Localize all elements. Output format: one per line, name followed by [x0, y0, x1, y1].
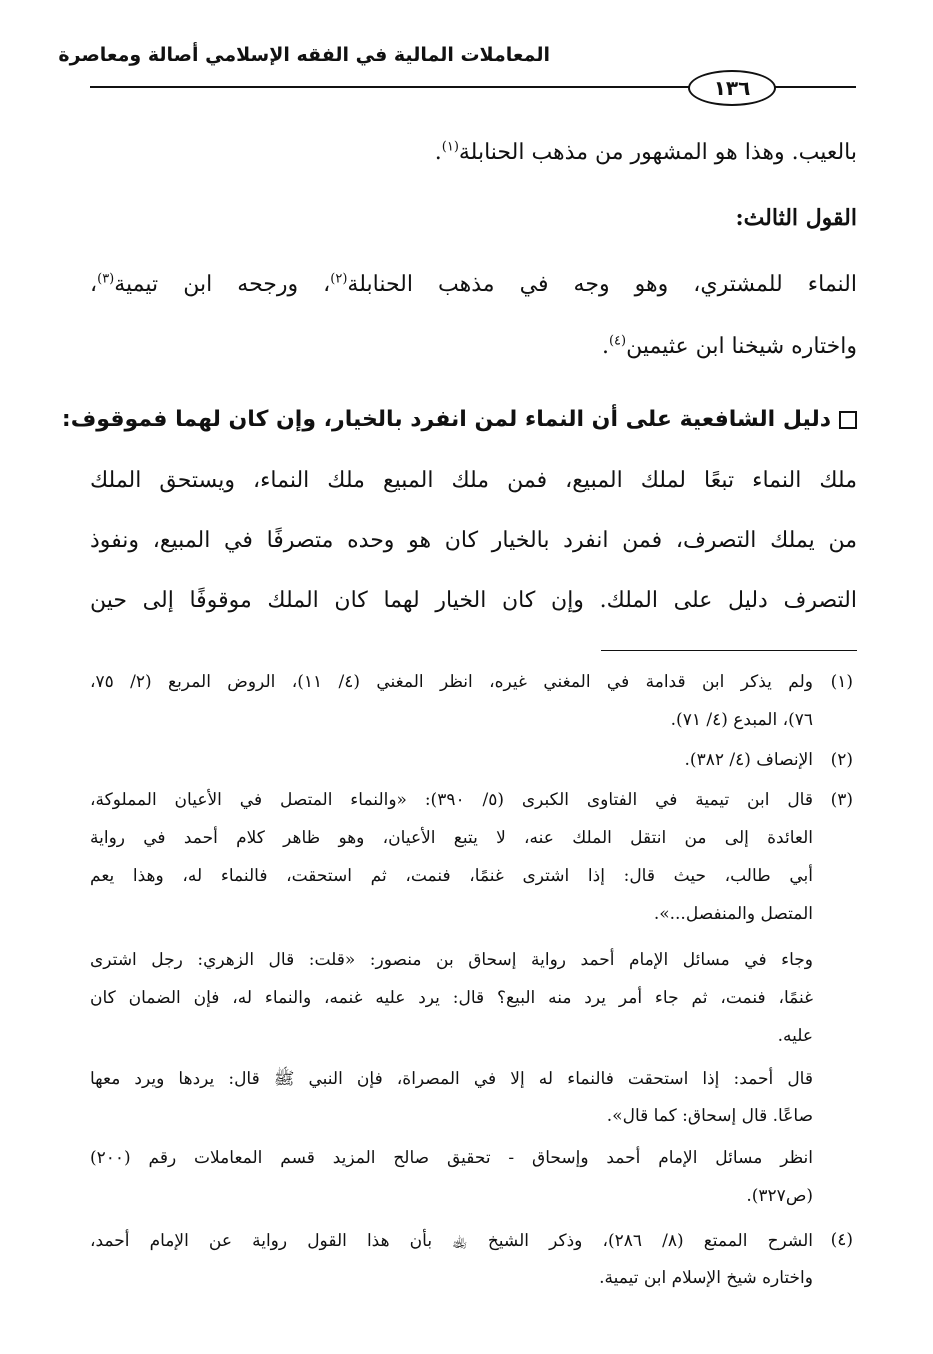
footnote-1-line-2: ٧٦)، المبدع (٤/ ٧١).	[670, 710, 813, 730]
footnote-3-line-4: المتصل والمنفصل...».	[653, 904, 813, 924]
footnote-3-line-6: غنمًا، فنمت، ثم جاء أمر يرد منه البيع؟ قال: يرد عليه غنمه، والنماء له، فإن الضمان كان	[90, 988, 813, 1008]
body-line-2	[90, 272, 857, 297]
footnote-ref-2: (٢)	[330, 271, 348, 287]
footnote-ref-1: (١)	[441, 139, 459, 155]
body-line-3	[602, 334, 857, 359]
footnote-number-2: (٢)	[830, 750, 853, 770]
footnote-3-line-10: انظر مسائل الإمام أحمد وإسحاق - تحقيق صالح المزيد قسم المعاملات رقم (٢٠٠)	[90, 1148, 813, 1168]
section-heading-third-opinion: القول الثالث:	[735, 205, 857, 231]
body-text: .	[601, 334, 609, 359]
section-heading-shafii-evidence	[62, 407, 857, 432]
running-header-title: المعاملات المالية في الفقه الإسلامي أصالة ومعاصرة	[58, 44, 550, 66]
footnote-3-line-1: قال ابن تيمية في الفتاوى الكبرى (٥/ ٣٩٠): «والنماء المتصل في الأعيان المملوكة،	[90, 790, 813, 810]
body-line-5: من يملك التصرف، فمن انفرد بالخيار كان هو وحده متصرفًا في المبيع، ونفوذ	[90, 528, 857, 553]
footnote-2-line-1: الإنصاف (٤/ ٣٨٢).	[684, 750, 813, 770]
body-line-6: التصرف دليل على الملك. وإن كان الخيار لهما كان الملك موقوفًا إلى حين	[90, 588, 857, 613]
footnote-number-3: (٣)	[830, 790, 853, 810]
footnote-ref-4: (٤)	[608, 333, 627, 349]
square-bullet-icon	[839, 411, 857, 429]
footnote-3-line-7: عليه.	[777, 1026, 813, 1046]
body-text: .	[434, 140, 442, 165]
body-text: ، ورجحه ابن تيمية	[114, 272, 331, 297]
body-line-4: ملك النماء تبعًا لملك المبيع، فمن ملك المبيع ملك النماء، ويستحق الملك	[90, 468, 857, 493]
footnote-separator	[601, 650, 857, 651]
footnote-number-4: (٤)	[830, 1230, 853, 1250]
footnote-3-line-3: أبي طالب، حيث قال: إذا اشترى غنمًا، فنمت، ثم استحقت، فالنماء له، وهذا يعم	[90, 866, 813, 886]
footnote-3-line-2: العائدة إلى من انتقل الملك عنه، لا يتبع الأعيان، وهو ظاهر كلام أحمد في رواية	[90, 828, 813, 848]
footnote-3-line-8: قال أحمد: إذا استحقت فالنماء له إلا في المصراة، فإن النبي ﷺ قال: يردها ويرد معها	[90, 1069, 813, 1089]
footnote-4-line-2: واختاره شيخ الإسلام ابن تيمية.	[599, 1268, 813, 1288]
body-text: واختاره شيخنا ابن عثيمين	[626, 334, 857, 359]
body-text: ،	[90, 272, 98, 297]
body-text: بالعيب. وهذا هو المشهور من مذهب الحنابلة	[458, 140, 857, 165]
footnote-number-1: (١)	[830, 672, 853, 692]
body-text: النماء للمشتري، وهو وجه في مذهب الحنابلة	[347, 272, 857, 297]
footnote-3-line-11: (ص٣٢٧).	[746, 1186, 813, 1206]
footnote-ref-3: (٣)	[97, 271, 115, 287]
heading-text: دليل الشافعية على أن النماء لمن انفرد بالخيار، وإن كان لهما فموقوف:	[61, 407, 831, 432]
footnote-1-line-1: ولم يذكر ابن قدامة في المغني غيره، انظر المغني (٤/ ١١)، الروض المربع (٢/ ٧٥،	[90, 672, 813, 692]
page-number: ١٣٦	[688, 70, 776, 106]
footnote-3-line-9: صاعًا. قال إسحاق: كما قال».	[606, 1106, 813, 1126]
footnote-3-line-5: وجاء في مسائل الإمام أحمد رواية إسحاق بن منصور: «قلت: قال الزهري: رجل اشترى	[90, 950, 813, 970]
body-line-1	[435, 140, 857, 165]
footnote-4-line-1: الشرح الممتع (٨/ ٢٨٦)، وذكر الشيخ ﵀ بأن هذا القول رواية عن الإمام أحمد،	[90, 1231, 813, 1251]
